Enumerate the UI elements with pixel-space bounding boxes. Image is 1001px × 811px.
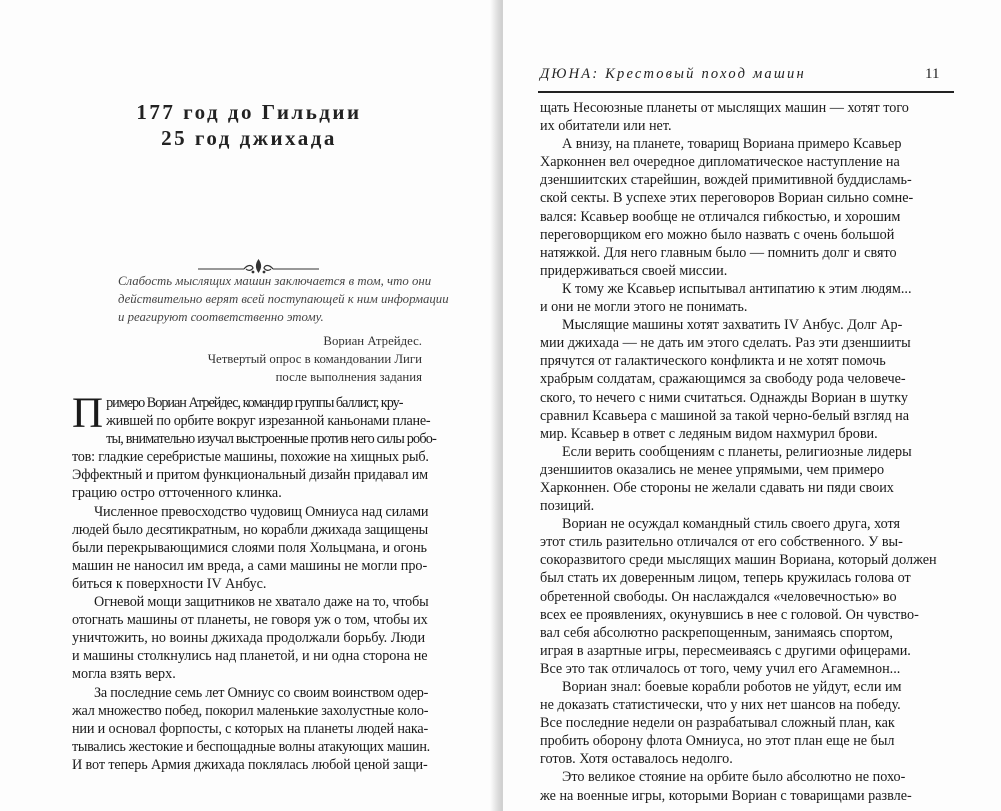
chapter-title-line2: 25 год джихада [161,126,337,150]
text-line: их обитатели или нет. [540,118,672,135]
text-line: Огневой мощи защитников не хватало даже на то, чтобы [94,594,429,611]
text-line: дзеншиитов оказались не менее упрямыми, чем примеро [540,461,885,478]
text-line: переговорщиком его можно было назвать с очень большой [540,226,895,243]
text-line: и они не могли этого не понимать. [540,299,748,316]
right-body-text [540,99,952,805]
text-line: Если верить сообщениям с планеты, религиозные лидеры [562,443,912,460]
text-line: обретенной свободы. Он наслаждался «человечностью» во [540,588,897,605]
text-line: вал себя абсолютно раскрепощенным, занимаясь спортом, [540,624,893,641]
text-line: этот стиль разительно отличался от его собственного. У вы- [540,534,903,551]
right-page [503,0,1001,811]
epigraph [118,272,449,326]
attribution-line: Четвертый опрос в командовании Лиги [207,352,422,367]
text-line: римеро Вориан Атрейдес, командир группы баллист, кру- [106,395,403,411]
text-line: играя в азартные игры, пересмеиваясь с другими офицерами. [540,642,911,659]
text-line: Численное превосходство чудовищ Омниуса над силами [94,503,429,520]
text-line: щать Несоюзные планеты от мыслящих машин — хотят того [540,100,909,116]
text-line: ты, внимательно изучал выстроенные против него силы робо- [106,431,437,448]
text-line: отогнать машины от планеты, не говоря уж о том, чтобы их [72,612,428,629]
text-line: был стать их доверенным лицом, теперь кружилась голова от [540,570,911,587]
text-line: пробить оборону флота Омниуса, но этот план еще не был [540,733,895,750]
text-line: Все последние недели он разрабатывал сложный план, как [540,715,895,732]
text-line: Харконнен вел очередное дипломатическое наступление на [540,154,900,171]
drop-cap: П [72,390,104,437]
text-line: биться к поверхности IV Анбус. [72,575,267,592]
text-line: Мыслящие машины хотят захватить IV Анбус. Долг Ар- [562,317,903,334]
attribution-line: после выполнения задания [275,370,422,385]
text-line: мии джихада — не дать им этого сделать. Раз эти дзеншииты [540,335,911,352]
left-body-text [72,390,437,774]
text-line: тывались жестокие и беспощадные волны атакующих машин. [72,738,430,755]
text-line: К тому же Ксавьер испытывал антипатию к этим людям... [562,280,912,297]
text-line: уничтожить, но воины джихада продолжали борьбу. Люди [72,630,426,647]
text-line: грацию остро отточенного клинка. [72,485,282,502]
text-line: Все это так отличалось от того, чему учил его Агамемнон... [540,660,901,677]
epigraph-line: Слабость мыслящих машин заключается в том, что они [118,274,432,288]
page-number: 11 [925,66,940,82]
text-line: мир. Ксавьер в ответ с ледяным видом нахмурил брови. [540,425,878,442]
epigraph-attribution [208,333,422,387]
attribution-line: Вориан Атрейдес. [323,334,422,348]
text-line: позиций. [540,498,595,515]
text-line: Вориан не осуждал командный стиль своего друга, хотя [562,516,901,533]
text-line: жал множество побед, покорил маленькие захолустные коло- [72,702,429,719]
text-line: За последние семь лет Омниус со своим воинством одер- [94,684,429,701]
text-line: тов: гладкие серебристые машины, похожие на хищных рыб. [72,449,429,466]
text-line: нии и основал форпосты, с которых на планеты людей нака- [72,720,429,737]
text-line: жившей по орбите вокруг изрезанной каньонами плане- [106,413,431,430]
text-line: готов. Хотя оставалось недолго. [540,751,733,768]
text-line: всех ее проявлениях, окунувшись в нее с головой. Он чувство- [540,606,919,623]
epigraph-line: и реагируют соответственно этому. [118,310,324,325]
text-line: И вот теперь Армия джихада поклялась любой ценой защи- [72,756,428,773]
text-line: же на военные игры, которыми Вориан с товарищами развле- [540,787,912,804]
epigraph-line: действительно верят всей поступающей к ним информации [118,292,449,307]
text-line: Харконнен. Обе стороны не желали сдавать ни пяди своих [540,479,894,496]
text-line: людей было десятикратным, но корабли джихада защищены [72,521,428,538]
header-rule [538,91,954,93]
running-head: ДЮНА: Крестовый поход машин [540,66,806,82]
text-line: ского, то нечего с ними считаться. Однажды Вориан в шутку [540,389,908,406]
text-line: прячутся от галактического конфликта и не хотят помочь [540,353,886,370]
text-line: машин не наносил им вреда, а сами машины не могли про- [72,557,428,574]
text-line: сравнил Ксавьера с машиной за такой черно-белый взгляд на [540,407,910,424]
text-line: придерживаться своей миссии. [540,262,728,279]
text-line: не доказать статистически, что у них нет шансов на победу. [540,697,901,714]
text-line: ской секты. В успехе этих переговоров Вориан сильно сомне- [540,190,914,207]
text-line: натяжкой. Для него главным было — помнить долг и свято [540,244,897,261]
left-page [0,0,498,811]
text-line: Это великое стояние на орбите было абсолютно не похо- [562,769,906,786]
text-line: храбрым солдатам, сражающимся за свободу рода человече- [540,371,906,388]
text-line: могла взять верх. [72,666,176,683]
text-line: были перекрывающимися слоями поля Хольцмана, и огонь [72,539,427,556]
text-line: вался: Ксавьер вообще не отличался гибкостью, и хорошим [540,208,901,225]
text-line: Эффектный и притом функциональный дизайн придавал им [72,467,429,484]
text-line: дзеншиитских старейшин, вождей примитивной буддисламь- [540,172,912,189]
text-line: и машины столкнулись над планетой, и ни одна сторона не [72,648,428,665]
chapter-title-line1: 177 год до Гильдии [136,100,362,124]
text-line: А внизу, на планете, товарищ Вориана примеро Ксавьер [562,136,902,153]
text-line: сокоразвитого среди мыслящих машин Вориана, который должен [540,552,937,569]
text-line: Вориан знал: боевые корабли роботов не уйдут, если им [562,679,902,695]
